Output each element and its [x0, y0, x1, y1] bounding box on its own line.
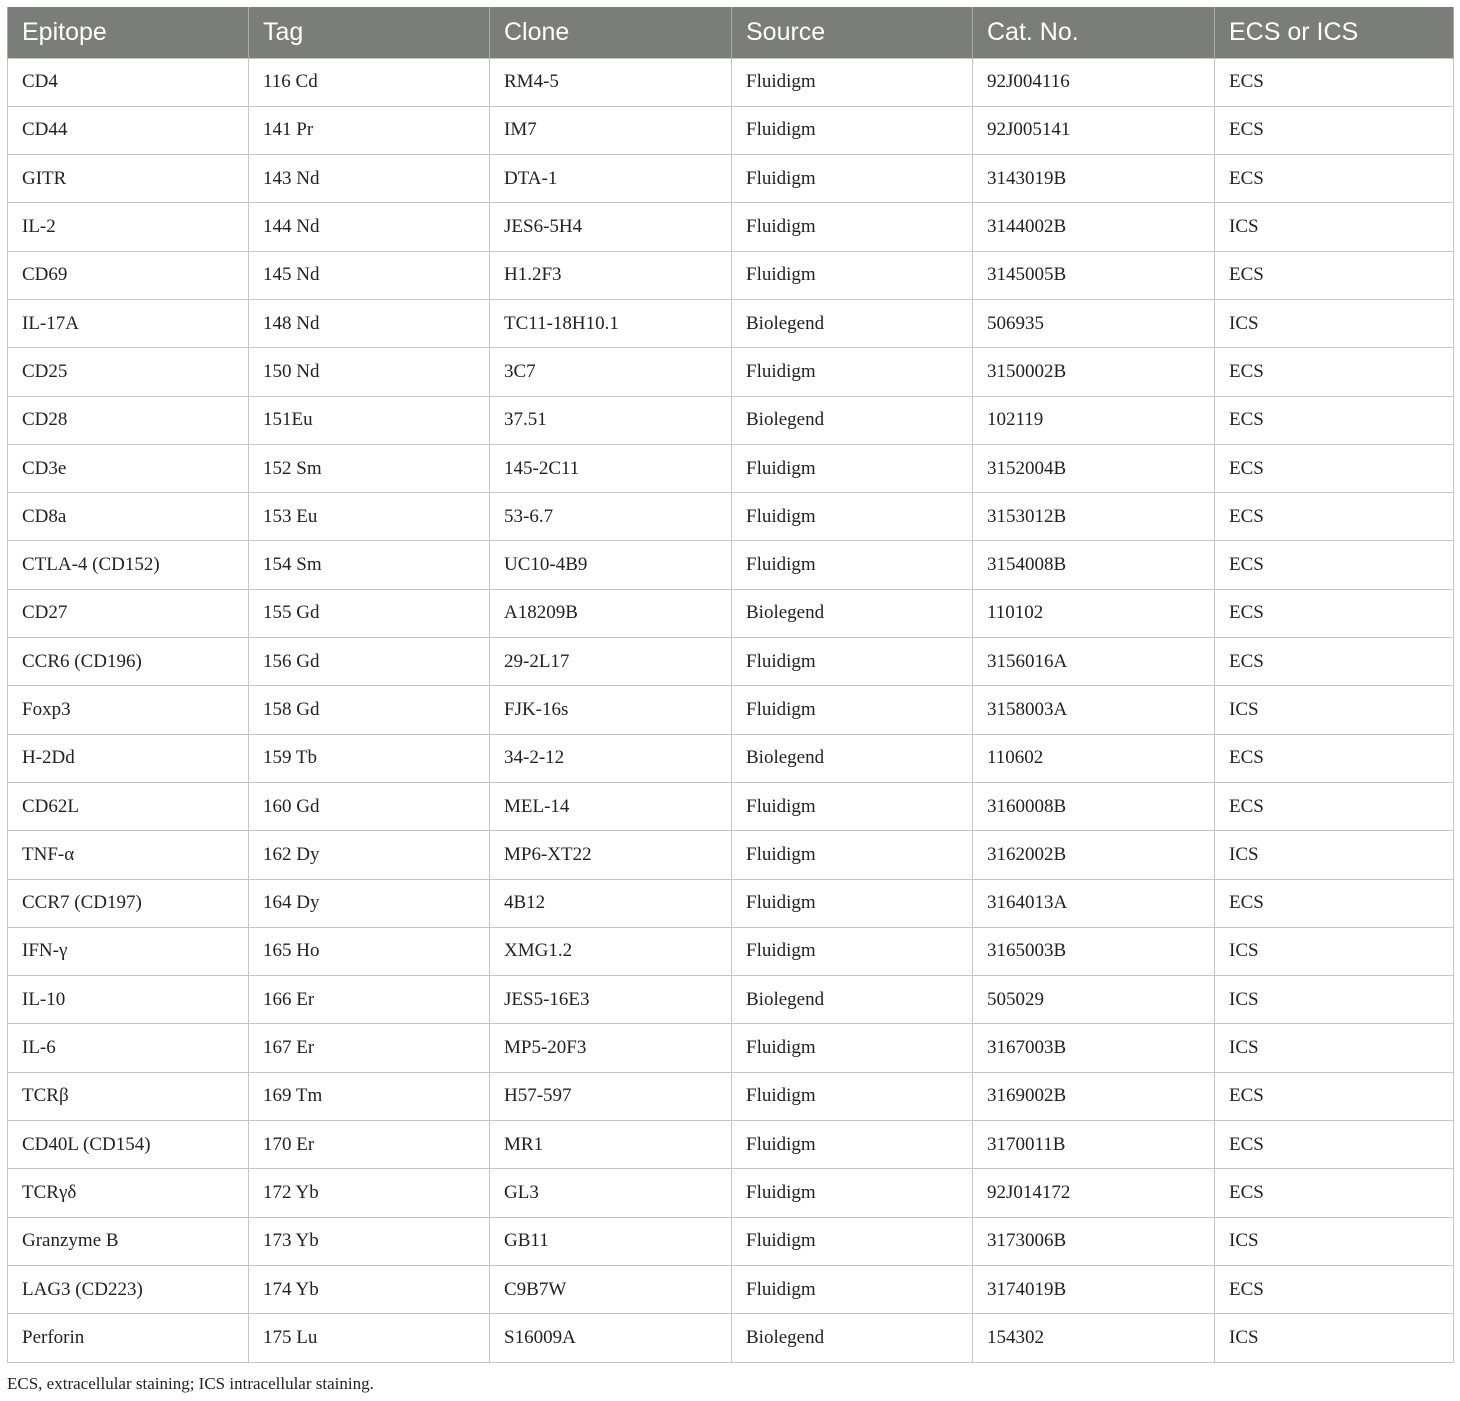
- tag-cell: 160 Gd: [249, 782, 490, 830]
- tag-cell: 143 Nd: [249, 155, 490, 203]
- clone-cell: MR1: [490, 1121, 732, 1169]
- tag-cell: 152 Sm: [249, 444, 490, 492]
- source-cell: Fluidigm: [732, 1072, 973, 1120]
- ecs-ics-cell: ECS: [1215, 1072, 1454, 1120]
- epitope-cell: CCR6 (CD196): [8, 638, 249, 686]
- table-row: [8, 782, 1454, 830]
- clone-cell: DTA-1: [490, 155, 732, 203]
- cat-no-cell: 110602: [973, 734, 1215, 782]
- source-cell: Fluidigm: [732, 879, 973, 927]
- table-row: [8, 927, 1454, 975]
- cat-no-cell: 3160008B: [973, 782, 1215, 830]
- table-row: [8, 58, 1454, 106]
- cat-no-cell: 3165003B: [973, 927, 1215, 975]
- table-row: [8, 1072, 1454, 1120]
- ecs-ics-cell: ECS: [1215, 734, 1454, 782]
- epitope-cell: CD44: [8, 106, 249, 154]
- epitope-cell: CD28: [8, 396, 249, 444]
- ecs-ics-cell: ECS: [1215, 155, 1454, 203]
- tag-cell: 141 Pr: [249, 106, 490, 154]
- header-epitope: Epitope: [8, 7, 249, 58]
- ecs-ics-cell: ECS: [1215, 638, 1454, 686]
- tag-cell: 165 Ho: [249, 927, 490, 975]
- clone-cell: TC11-18H10.1: [490, 299, 732, 347]
- header-tag: Tag: [249, 7, 490, 58]
- table-row: [8, 734, 1454, 782]
- clone-cell: 3C7: [490, 348, 732, 396]
- ecs-ics-cell: ICS: [1215, 976, 1454, 1024]
- tag-cell: 167 Er: [249, 1024, 490, 1072]
- clone-cell: RM4-5: [490, 58, 732, 106]
- clone-cell: UC10-4B9: [490, 541, 732, 589]
- cat-no-cell: 3150002B: [973, 348, 1215, 396]
- table-row: [8, 348, 1454, 396]
- cat-no-cell: 92J004116: [973, 58, 1215, 106]
- table-row: [8, 638, 1454, 686]
- table-body: [8, 58, 1454, 1362]
- source-cell: Fluidigm: [732, 686, 973, 734]
- epitope-cell: Foxp3: [8, 686, 249, 734]
- epitope-cell: IL-10: [8, 976, 249, 1024]
- table-row: [8, 1121, 1454, 1169]
- source-cell: Fluidigm: [732, 251, 973, 299]
- ecs-ics-cell: ICS: [1215, 203, 1454, 251]
- source-cell: Fluidigm: [732, 541, 973, 589]
- source-cell: Fluidigm: [732, 638, 973, 686]
- clone-cell: GB11: [490, 1217, 732, 1265]
- cat-no-cell: 92J014172: [973, 1169, 1215, 1217]
- ecs-ics-cell: ECS: [1215, 251, 1454, 299]
- tag-cell: 162 Dy: [249, 831, 490, 879]
- source-cell: Fluidigm: [732, 1265, 973, 1313]
- table-row: [8, 541, 1454, 589]
- cat-no-cell: 505029: [973, 976, 1215, 1024]
- tag-cell: 175 Lu: [249, 1314, 490, 1362]
- header-clone: Clone: [490, 7, 732, 58]
- epitope-cell: GITR: [8, 155, 249, 203]
- tag-cell: 169 Tm: [249, 1072, 490, 1120]
- cat-no-cell: 3170011B: [973, 1121, 1215, 1169]
- epitope-cell: CD8a: [8, 493, 249, 541]
- tag-cell: 151Eu: [249, 396, 490, 444]
- tag-cell: 156 Gd: [249, 638, 490, 686]
- ecs-ics-cell: ICS: [1215, 927, 1454, 975]
- clone-cell: 29-2L17: [490, 638, 732, 686]
- tag-cell: 154 Sm: [249, 541, 490, 589]
- ecs-ics-cell: ECS: [1215, 1169, 1454, 1217]
- ecs-ics-cell: ICS: [1215, 686, 1454, 734]
- table-row: [8, 444, 1454, 492]
- source-cell: Fluidigm: [732, 203, 973, 251]
- antibody-table-container: [7, 7, 1453, 1363]
- table-row: [8, 203, 1454, 251]
- ecs-ics-cell: ECS: [1215, 348, 1454, 396]
- ecs-ics-cell: ICS: [1215, 1024, 1454, 1072]
- cat-no-cell: 102119: [973, 396, 1215, 444]
- table-row: [8, 831, 1454, 879]
- antibody-panel-table: [7, 7, 1454, 1363]
- table-footnote: ECS, extracellular staining; ICS intracellular staining.: [7, 1374, 374, 1393]
- tag-cell: 148 Nd: [249, 299, 490, 347]
- epitope-cell: Granzyme B: [8, 1217, 249, 1265]
- epitope-cell: H-2Dd: [8, 734, 249, 782]
- clone-cell: 145-2C11: [490, 444, 732, 492]
- ecs-ics-cell: ECS: [1215, 1265, 1454, 1313]
- source-cell: Fluidigm: [732, 1024, 973, 1072]
- ecs-ics-cell: ECS: [1215, 396, 1454, 444]
- epitope-cell: TCRγδ: [8, 1169, 249, 1217]
- cat-no-cell: 3164013A: [973, 879, 1215, 927]
- cat-no-cell: 3173006B: [973, 1217, 1215, 1265]
- epitope-cell: TCRβ: [8, 1072, 249, 1120]
- epitope-cell: LAG3 (CD223): [8, 1265, 249, 1313]
- clone-cell: MEL-14: [490, 782, 732, 830]
- cat-no-cell: 3156016A: [973, 638, 1215, 686]
- clone-cell: C9B7W: [490, 1265, 732, 1313]
- ecs-ics-cell: ECS: [1215, 589, 1454, 637]
- clone-cell: 4B12: [490, 879, 732, 927]
- header-source: Source: [732, 7, 973, 58]
- epitope-cell: IL-17A: [8, 299, 249, 347]
- clone-cell: IM7: [490, 106, 732, 154]
- source-cell: Biolegend: [732, 1314, 973, 1362]
- table-row: [8, 1024, 1454, 1072]
- cat-no-cell: 3152004B: [973, 444, 1215, 492]
- table-row: [8, 1265, 1454, 1313]
- tag-cell: 150 Nd: [249, 348, 490, 396]
- cat-no-cell: 110102: [973, 589, 1215, 637]
- tag-cell: 153 Eu: [249, 493, 490, 541]
- epitope-cell: CD3e: [8, 444, 249, 492]
- tag-cell: 144 Nd: [249, 203, 490, 251]
- source-cell: Fluidigm: [732, 782, 973, 830]
- header-ecs-or-ics: ECS or ICS: [1215, 7, 1454, 58]
- epitope-cell: CD62L: [8, 782, 249, 830]
- cat-no-cell: 3145005B: [973, 251, 1215, 299]
- table-row: [8, 1314, 1454, 1362]
- source-cell: Fluidigm: [732, 1217, 973, 1265]
- ecs-ics-cell: ICS: [1215, 831, 1454, 879]
- ecs-ics-cell: ECS: [1215, 58, 1454, 106]
- table-header: [8, 7, 1454, 58]
- cat-no-cell: 3158003A: [973, 686, 1215, 734]
- ecs-ics-cell: ECS: [1215, 106, 1454, 154]
- cat-no-cell: 3143019B: [973, 155, 1215, 203]
- table-row: [8, 396, 1454, 444]
- clone-cell: MP6-XT22: [490, 831, 732, 879]
- source-cell: Biolegend: [732, 299, 973, 347]
- tag-cell: 173 Yb: [249, 1217, 490, 1265]
- epitope-cell: CD4: [8, 58, 249, 106]
- epitope-cell: CD25: [8, 348, 249, 396]
- table-row: [8, 879, 1454, 927]
- tag-cell: 116 Cd: [249, 58, 490, 106]
- table-row: [8, 493, 1454, 541]
- ecs-ics-cell: ECS: [1215, 1121, 1454, 1169]
- table-row: [8, 299, 1454, 347]
- tag-cell: 172 Yb: [249, 1169, 490, 1217]
- cat-no-cell: 3144002B: [973, 203, 1215, 251]
- tag-cell: 145 Nd: [249, 251, 490, 299]
- source-cell: Fluidigm: [732, 155, 973, 203]
- clone-cell: 37.51: [490, 396, 732, 444]
- clone-cell: MP5-20F3: [490, 1024, 732, 1072]
- source-cell: Biolegend: [732, 734, 973, 782]
- epitope-cell: Perforin: [8, 1314, 249, 1362]
- cat-no-cell: 92J005141: [973, 106, 1215, 154]
- tag-cell: 164 Dy: [249, 879, 490, 927]
- epitope-cell: IFN-γ: [8, 927, 249, 975]
- header-row: [8, 7, 1454, 58]
- cat-no-cell: 3154008B: [973, 541, 1215, 589]
- epitope-cell: CD69: [8, 251, 249, 299]
- table-row: [8, 1169, 1454, 1217]
- clone-cell: 53-6.7: [490, 493, 732, 541]
- cat-no-cell: 3153012B: [973, 493, 1215, 541]
- cat-no-cell: 3167003B: [973, 1024, 1215, 1072]
- ecs-ics-cell: ECS: [1215, 782, 1454, 830]
- tag-cell: 159 Tb: [249, 734, 490, 782]
- epitope-cell: TNF-α: [8, 831, 249, 879]
- ecs-ics-cell: ECS: [1215, 879, 1454, 927]
- cat-no-cell: 3174019B: [973, 1265, 1215, 1313]
- clone-cell: GL3: [490, 1169, 732, 1217]
- clone-cell: FJK-16s: [490, 686, 732, 734]
- clone-cell: H57-597: [490, 1072, 732, 1120]
- clone-cell: A18209B: [490, 589, 732, 637]
- source-cell: Biolegend: [732, 396, 973, 444]
- source-cell: Biolegend: [732, 976, 973, 1024]
- cat-no-cell: 506935: [973, 299, 1215, 347]
- ecs-ics-cell: ECS: [1215, 493, 1454, 541]
- ecs-ics-cell: ICS: [1215, 1217, 1454, 1265]
- table-row: [8, 976, 1454, 1024]
- cat-no-cell: 3162002B: [973, 831, 1215, 879]
- tag-cell: 166 Er: [249, 976, 490, 1024]
- clone-cell: S16009A: [490, 1314, 732, 1362]
- table-row: [8, 251, 1454, 299]
- epitope-cell: IL-2: [8, 203, 249, 251]
- epitope-cell: CCR7 (CD197): [8, 879, 249, 927]
- table-row: [8, 155, 1454, 203]
- table-row: [8, 1217, 1454, 1265]
- table-row: [8, 589, 1454, 637]
- table-row: [8, 106, 1454, 154]
- source-cell: Fluidigm: [732, 348, 973, 396]
- source-cell: Fluidigm: [732, 831, 973, 879]
- tag-cell: 158 Gd: [249, 686, 490, 734]
- clone-cell: JES5-16E3: [490, 976, 732, 1024]
- epitope-cell: CD40L (CD154): [8, 1121, 249, 1169]
- source-cell: Biolegend: [732, 589, 973, 637]
- source-cell: Fluidigm: [732, 1169, 973, 1217]
- source-cell: Fluidigm: [732, 1121, 973, 1169]
- table-row: [8, 686, 1454, 734]
- epitope-cell: CD27: [8, 589, 249, 637]
- ecs-ics-cell: ECS: [1215, 444, 1454, 492]
- cat-no-cell: 154302: [973, 1314, 1215, 1362]
- source-cell: Fluidigm: [732, 444, 973, 492]
- tag-cell: 170 Er: [249, 1121, 490, 1169]
- ecs-ics-cell: ICS: [1215, 1314, 1454, 1362]
- header-cat-no: Cat. No.: [973, 7, 1215, 58]
- ecs-ics-cell: ECS: [1215, 541, 1454, 589]
- source-cell: Fluidigm: [732, 493, 973, 541]
- epitope-cell: IL-6: [8, 1024, 249, 1072]
- source-cell: Fluidigm: [732, 927, 973, 975]
- clone-cell: H1.2F3: [490, 251, 732, 299]
- source-cell: Fluidigm: [732, 106, 973, 154]
- cat-no-cell: 3169002B: [973, 1072, 1215, 1120]
- tag-cell: 155 Gd: [249, 589, 490, 637]
- epitope-cell: CTLA-4 (CD152): [8, 541, 249, 589]
- ecs-ics-cell: ICS: [1215, 299, 1454, 347]
- tag-cell: 174 Yb: [249, 1265, 490, 1313]
- clone-cell: 34-2-12: [490, 734, 732, 782]
- clone-cell: XMG1.2: [490, 927, 732, 975]
- clone-cell: JES6-5H4: [490, 203, 732, 251]
- source-cell: Fluidigm: [732, 58, 973, 106]
